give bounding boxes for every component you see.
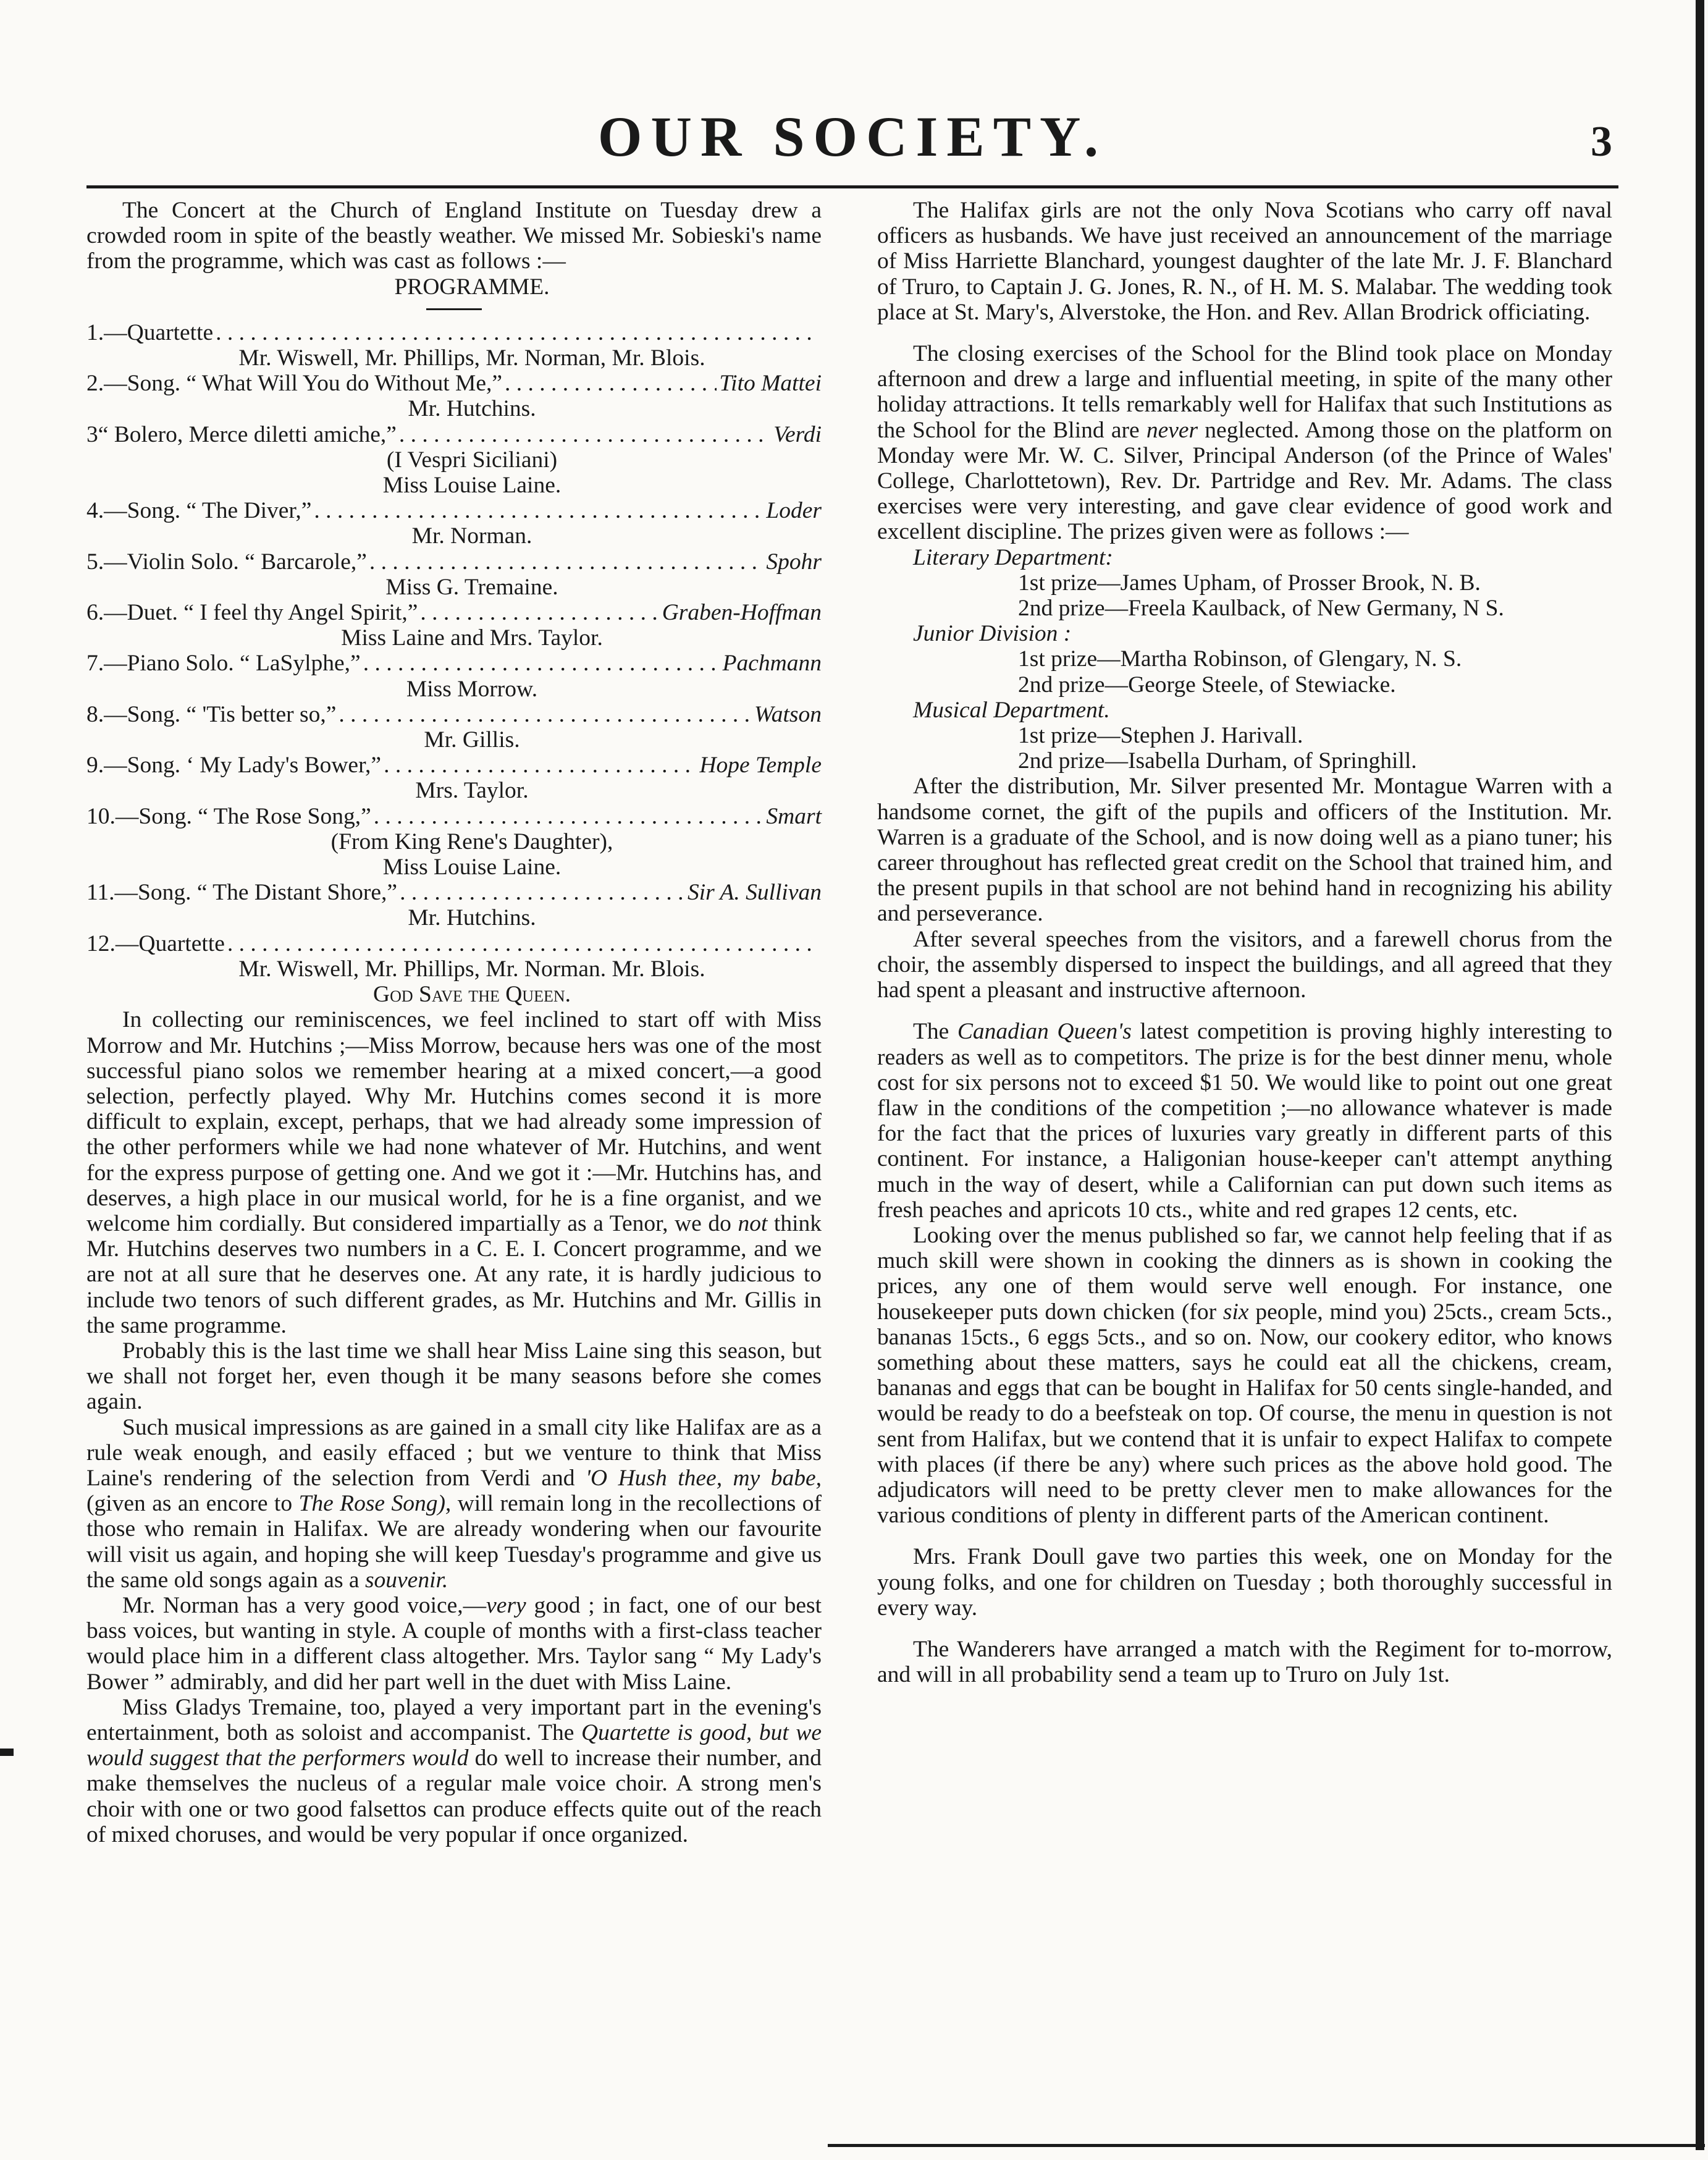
leader-dots bbox=[505, 371, 717, 396]
leader-dots bbox=[399, 422, 771, 447]
programme-item bbox=[86, 600, 822, 625]
wanderers-paragraph: The Wanderers have arranged a match with the Regiment for to-morrow, and will in all probability send a team up to Truro on July 1st. bbox=[877, 1636, 1612, 1688]
quartette-remark: Quartette is good, but we would suggest that the performers would bbox=[86, 1719, 822, 1771]
programme-item bbox=[86, 371, 822, 396]
programme-title: “ Bolero, Merce diletti amiche,” bbox=[98, 421, 397, 447]
programme-list bbox=[86, 320, 822, 982]
programme-composer: Graben-Hoffman bbox=[662, 600, 822, 626]
mr-norman-paragraph bbox=[86, 1593, 822, 1695]
norman-emphasis: very bbox=[486, 1592, 526, 1618]
programme-number: 6.— bbox=[86, 600, 127, 626]
leader-dots bbox=[314, 498, 764, 523]
norman-text-a: Mr. Norman has a very good voice,— bbox=[122, 1592, 487, 1618]
impressions-text-c: will remain long in the recollections of those who remain in Halifax. We are already wondering when our favourite will visit us again, and hoping she will keep Tuesday's programme and give us the same old songs again as a bbox=[86, 1491, 822, 1593]
programme-title: Duet. “ I feel thy Angel Spirit,” bbox=[127, 600, 418, 626]
musical-impressions-paragraph bbox=[86, 1415, 822, 1593]
blind-text-a: The closing exercises of the School for the Blind took place on Monday afternoon and drew a large and influential meeting, in spite of the many other holiday attractions. It tells remarkably well for Halifax that such Institutions as the School for the Blind are bbox=[877, 341, 1612, 443]
programme-item bbox=[86, 651, 822, 676]
programme-performers: Mr. Wiswell, Mr. Phillips, Mr. Norman. Mr. Blois. bbox=[238, 956, 705, 982]
programme-performers: Miss G. Tremaine. bbox=[385, 574, 558, 600]
programme-performers: Mr. Norman. bbox=[411, 523, 532, 549]
halifax-girls-paragraph: The Halifax girls are not the only Nova Scotians who carry off naval officers as husbands. We have just received an announcement of the marriage of Miss Harriette Blanchard, youngest daughter of the late Mr. J. F. Blanchard of Truro, to Captain J. G. Jones, R. N., of H. M. S. Malabar. The wedding took place at St. Mary's, Alverstoke, the Hon. and Rev. Allan Brodrick officiating. bbox=[877, 198, 1612, 325]
concert-intro-paragraph: The Concert at the Church of England Institute on Tuesday drew a crowded room in spite of the beastly weather. We missed Mr. Sobieski's name from the programme, which was cast as follows :— bbox=[86, 198, 822, 274]
programme-performers: Mrs. Taylor. bbox=[415, 778, 529, 804]
blind-text-b: neglected. Among those on the platform on Monday were Mr. W. C. Silver, Principal Anderson (of the Prince of Wales' College, Charlottetown), Rev. Dr. Partridge and Rev. Mr. Adams. The class exercises were very interesting, and gave clear evidence of good work and excellent discipline. The prizes given were as follows :— bbox=[877, 417, 1613, 545]
programme-composer: Pachmann bbox=[722, 651, 822, 677]
reminiscences-paragraph bbox=[86, 1007, 822, 1338]
programme-item bbox=[86, 753, 822, 778]
bottom-rule bbox=[828, 2144, 1705, 2147]
leader-dots bbox=[384, 753, 697, 778]
programme-number: 1.— bbox=[86, 319, 127, 345]
prize-section-heading: Musical Department. bbox=[913, 697, 1110, 723]
programme-composer: Verdi bbox=[773, 421, 822, 447]
norman-text-b: good ; in fact, one of our best bass voices, but wanting in style. A couple of months with a first-class teacher would place him in a different class altogether. Mrs. Taylor sang “ My Lady's Bower ” admirably, and did her part well in the duet with Miss Laine. bbox=[86, 1592, 822, 1695]
programme-number: 2.— bbox=[86, 371, 127, 397]
programme-number: 7.— bbox=[86, 651, 127, 677]
programme-title: Song. ‘ My Lady's Bower,” bbox=[127, 753, 382, 778]
prize-line: 2nd prize—Freela Kaulback, of New Germany, N S. bbox=[1018, 596, 1504, 622]
left-edge-mark bbox=[0, 1749, 14, 1756]
programme-performers: (I Vespri Siciliani) bbox=[386, 447, 558, 473]
programme-performers: Mr. Gillis. bbox=[424, 727, 520, 753]
programme-number: 4.— bbox=[86, 498, 127, 524]
leader-dots bbox=[420, 600, 659, 625]
tremaine-text-b: do well to increase their number, and make themselves the nucleus of a regular male voice choir. A strong men's choir with one or two good falsettos can produce effects quite out of the reach of mixed choruses, and would be very popular if once organized. bbox=[86, 1745, 822, 1847]
programme-title: Song. “ The Rose Song,” bbox=[138, 803, 371, 829]
leader-dots bbox=[216, 320, 819, 345]
menus-paragraph bbox=[877, 1223, 1612, 1528]
hush-thee-title: 'O Hush thee, my babe, bbox=[586, 1465, 822, 1491]
mrs-doull-paragraph: Mrs. Frank Doull gave two parties this week, one on Monday for the young folks, and one for children on Tuesday ; both thoroughly successful in every way. bbox=[877, 1544, 1612, 1621]
programme-item bbox=[86, 804, 822, 829]
prize-line: 1st prize—Martha Robinson, of Glengary, N. S. bbox=[1018, 646, 1462, 672]
programme-title: Quartette bbox=[127, 319, 214, 345]
distribution-paragraph: After the distribution, Mr. Silver presented Mr. Montague Warren with a handsome cornet, the gift of the pupils and officers of the Institution. Mr. Warren is a graduate of the School, and is now doing well as a piano tuner; his career throughout has reflected great credit on the School that trained him, and the present pupils in that school are not behind hand in recognizing his ability and perseverance. bbox=[877, 774, 1612, 927]
souvenir-word: souvenir. bbox=[364, 1567, 448, 1593]
programme-title: Piano Solo. “ LaSylphe,” bbox=[127, 651, 361, 677]
programme-title: Song. “ What Will You do Without Me,” bbox=[127, 371, 503, 397]
programme-divider bbox=[426, 308, 482, 310]
programme-item bbox=[86, 422, 822, 447]
programme-performers: Mr. Hutchins. bbox=[408, 905, 536, 931]
prize-line: 2nd prize—Isabella Durham, of Springhill. bbox=[1018, 748, 1417, 774]
programme-item bbox=[86, 549, 822, 575]
reminiscences-text: In collecting our reminiscences, we feel inclined to start off with Miss Morrow and Mr. Hutchins ;—Miss Morrow, because hers was one of the most successful piano solos we remember hearing at a mixed concert,—a good selection, perfectly played. Why Mr. Hutchins comes second it is more difficult to explain, except, perhaps, that we had already some impression of the other performers while we had none whatever of Mr. Hutchins, and went for the express purpose of getting one. And we got it :—Mr. Hutchins has, and deserves, a high place in our musical world, for he is a fine organist, and we welcome him cordially. But considered impartially as a Tenor, we do bbox=[86, 1007, 822, 1236]
programme-number: 9.— bbox=[86, 753, 127, 778]
programme-item bbox=[86, 880, 822, 905]
right-edge-mark bbox=[1696, 0, 1704, 2150]
programme-title: Quartette bbox=[138, 930, 225, 956]
farewell-chorus-paragraph: After several speeches from the visitors, and a farewell chorus from the choir, the assembly dispersed to inspect the buildings, and all agreed that they had spent a pleasant and instructive afternoon. bbox=[877, 926, 1612, 1003]
programme-composer: Watson bbox=[754, 701, 822, 727]
rose-song-title: The Rose Song), bbox=[298, 1491, 452, 1517]
prize-section-heading: Junior Division : bbox=[913, 621, 1072, 647]
god-save-the-queen: God Save the Queen. bbox=[372, 982, 571, 1008]
queen-text-a: The bbox=[913, 1019, 949, 1045]
reminiscences-text-end: think Mr. Hutchins deserves two numbers in a C. E. I. Concert programme, and we are not at all sure that he deserves one. At any rate, it is hardly judicious to include two tenors of such different grades, as Mr. Hutchins and Mr. Gillis in the same programme. bbox=[86, 1210, 822, 1338]
programme-item bbox=[86, 702, 822, 727]
prize-list bbox=[877, 545, 1612, 774]
prize-line: 1st prize—Stephen J. Harivall. bbox=[1018, 723, 1303, 749]
menus-text-a: Looking over the menus published so far, we cannot help feeling that if as much skill were shown in cooking the dinners as is shown in cooking the prices, any one of them would serve well enough. For instance, one housekeeper puts down chicken (for bbox=[877, 1222, 1612, 1325]
programme-composer: Sir A. Sullivan bbox=[687, 880, 822, 906]
masthead-title: OUR SOCIETY. bbox=[597, 105, 1108, 168]
programme-composer: Hope Temple bbox=[699, 753, 822, 778]
prize-section-heading: Literary Department: bbox=[913, 544, 1113, 570]
programme-heading: PROGRAMME. bbox=[394, 274, 550, 300]
programme-title: Violin Solo. “ Barcarole,” bbox=[127, 549, 367, 575]
programme-item bbox=[86, 931, 822, 956]
programme-title: Song. “ The Diver,” bbox=[127, 498, 312, 524]
menus-emphasis: six bbox=[1222, 1299, 1249, 1325]
programme-performers: (From King Rene's Daughter), bbox=[330, 829, 613, 854]
masthead bbox=[86, 93, 1618, 188]
leader-dots bbox=[400, 880, 685, 905]
school-for-blind-paragraph bbox=[877, 341, 1612, 545]
programme-title: Song. “ 'Tis better so,” bbox=[127, 701, 337, 727]
queen-text-b: latest competition is proving highly interesting to readers as well as to competitors. The prize is for the best dinner menu, whole cost for six persons not to exceed $1 50. We would like to point out one great flaw in the conditions of the competition ;—no allowance whatever is made for the fact that the prices of luxuries vary greatly in different parts of this continent. For instance, a Haligonian house-keeper can't attempt anything much in the way of desert, while a Californian can put down such items as fresh peaches and apricots 10 cts., white and red grapes 12 cents, etc. bbox=[877, 1019, 1613, 1223]
impressions-text-b: (given as an encore to bbox=[86, 1491, 293, 1517]
page-number: 3 bbox=[1591, 118, 1612, 166]
programme-number: 8.— bbox=[86, 701, 127, 727]
reminiscences-emphasis: not bbox=[738, 1210, 768, 1236]
leader-dots bbox=[339, 702, 752, 727]
programme-item bbox=[86, 320, 822, 345]
tremaine-text-a: Miss Gladys Tremaine, too, played a very important part in the evening's entertainment, both as soloist and accompanist. The bbox=[86, 1694, 822, 1745]
programme-number: 3 bbox=[86, 421, 98, 447]
programme-number: 12.— bbox=[86, 930, 139, 956]
miss-laine-paragraph: Probably this is the last time we shall hear Miss Laine sing this season, but we shall not forget her, even though it be many seasons before she comes again. bbox=[86, 1338, 822, 1415]
programme-performers: Miss Morrow. bbox=[406, 676, 538, 702]
programme-number: 10.— bbox=[86, 803, 139, 829]
miss-tremaine-paragraph bbox=[86, 1695, 822, 1847]
programme-performers: Miss Laine and Mrs. Taylor. bbox=[341, 625, 603, 651]
leader-dots bbox=[227, 931, 819, 956]
right-column bbox=[877, 198, 1612, 1687]
programme-performers: Miss Louise Laine. bbox=[382, 473, 562, 499]
leader-dots bbox=[374, 804, 764, 829]
blind-emphasis: never bbox=[1146, 417, 1198, 443]
programme-composer: Tito Mattei bbox=[719, 371, 822, 397]
leader-dots bbox=[363, 651, 720, 676]
programme-composer: Smart bbox=[766, 803, 822, 829]
programme-title: Song. “ The Distant Shore,” bbox=[137, 880, 398, 906]
programme-item bbox=[86, 498, 822, 523]
canadian-queen-title: Canadian Queen's bbox=[957, 1019, 1132, 1045]
canadian-queen-paragraph bbox=[877, 1019, 1612, 1223]
programme-composer: Loder bbox=[766, 498, 822, 524]
programme-performers: Miss Louise Laine. bbox=[382, 854, 562, 880]
impressions-text-a: Such musical impressions as are gained in a small city like Halifax are as a rule weak enough, and easily effaced ; but we venture to think that Miss Laine's rendering of the selection from Verdi and bbox=[86, 1414, 822, 1491]
leader-dots bbox=[369, 549, 764, 575]
programme-number: 11.— bbox=[86, 880, 138, 906]
programme-number: 5.— bbox=[86, 549, 127, 575]
prize-line: 2nd prize—George Steele, of Stewiacke. bbox=[1018, 672, 1396, 698]
left-column bbox=[86, 198, 822, 1847]
programme-composer: Spohr bbox=[766, 549, 822, 575]
prize-line: 1st prize—James Upham, of Prosser Brook, N. B. bbox=[1018, 570, 1481, 596]
menus-text-b: people, mind you) 25cts., cream 5cts., bananas 15cts., 6 eggs 5cts., and so on. Now, our cookery editor, who knows something about these matters, says he could eat all the chickens, cream, bananas and eggs that can be bought in Halifax for 50 cents single-handed, and would be ready to do a beefsteak on top. Of course, the menu in question is not sent from Halifax, but we contend that it is unfair to expect Halifax to compete with places (if there be any) where such prices as the above hold good. The adjudicators will need to be pretty clever men to make allowances for the various conditions of plenty in different parts of the American continent. bbox=[877, 1299, 1613, 1529]
programme-performers: Mr. Wiswell, Mr. Phillips, Mr. Norman, Mr. Blois. bbox=[238, 345, 705, 371]
programme-performers: Mr. Hutchins. bbox=[408, 396, 536, 422]
